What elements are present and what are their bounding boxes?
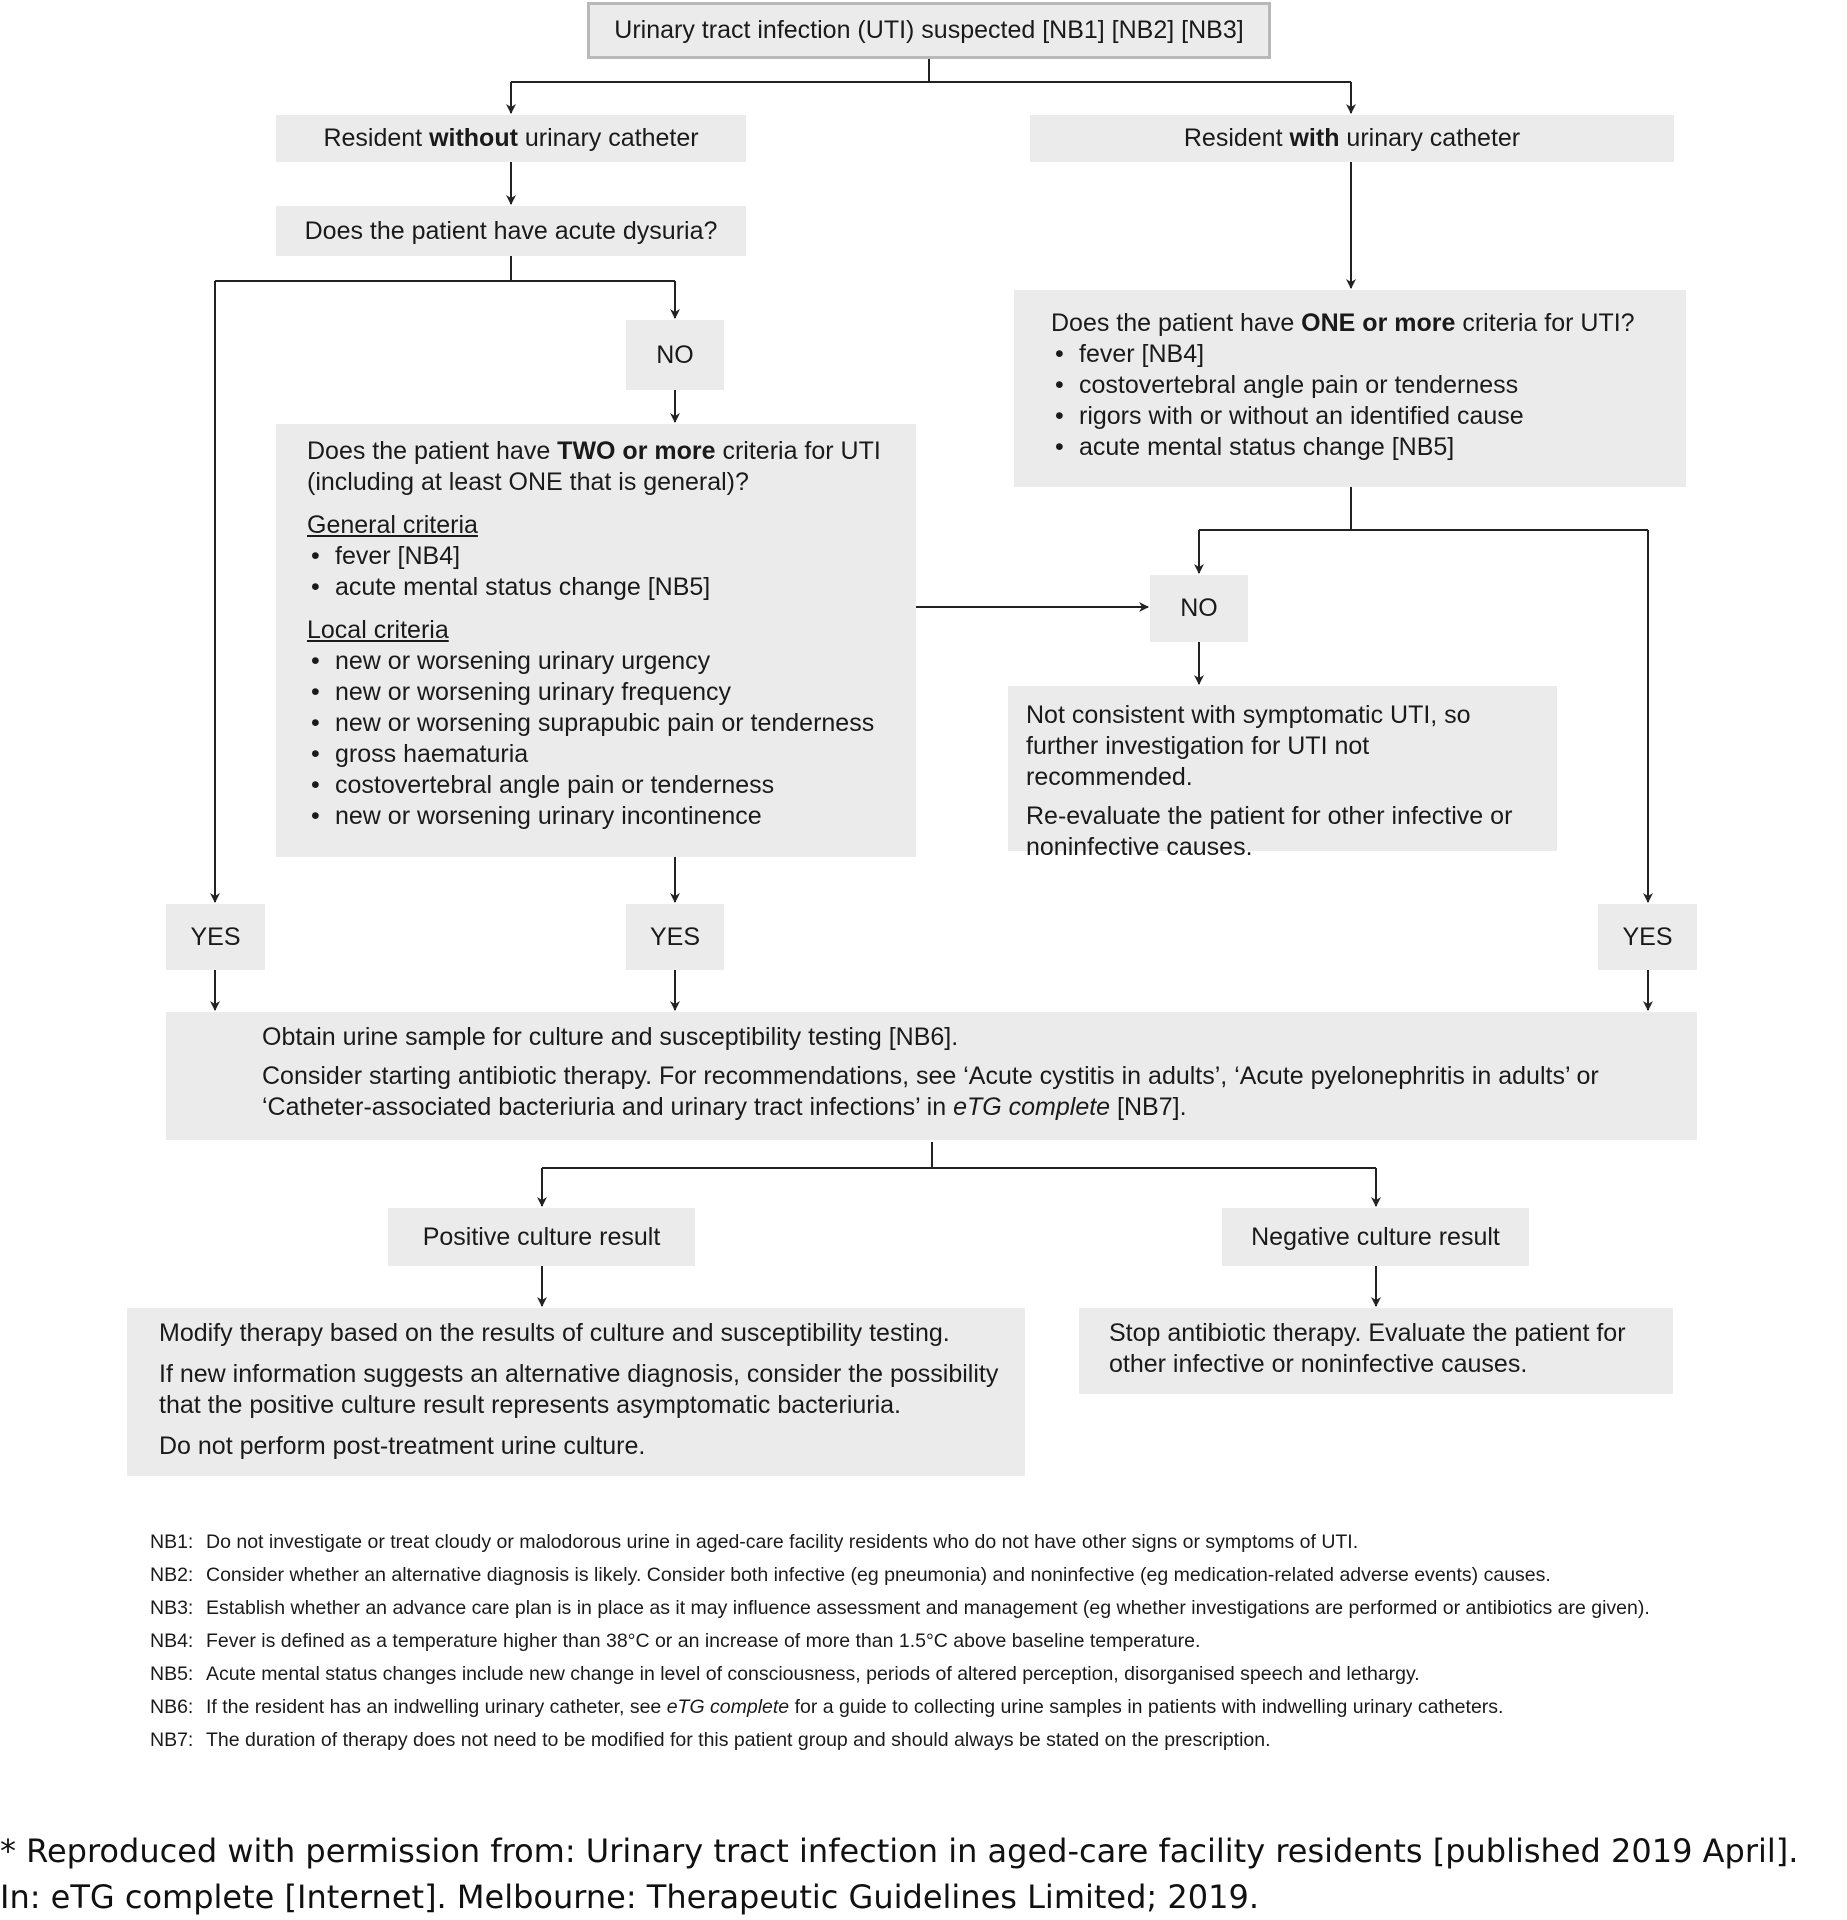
dysuria-question-text: Does the patient have acute dysuria? [304,216,718,245]
connector [1199,487,1648,530]
positive-culture-box [388,1208,695,1266]
footnotes [150,1530,1710,1761]
source-credit: * Reproduced with permission from: Urinary tract infection in aged-care facility residents [published 2019 April]. In: eTG complete [Internet]. Melbourne: Therapeutic Guidelines Limited; 2019. [0,1832,1799,1916]
positive-action-box [127,1308,1025,1476]
two-criteria-box [276,424,916,857]
stop-antibiotic-text: Stop antibiotic therapy. Evaluate the patient for other infective or noninfective causes. [1109,1319,1626,1378]
footnote: NB1: Do not investigate or treat cloudy or malodorous urine in aged-care facility residents who do not have other signs or symptoms of UTI. [150,1531,1359,1553]
list-item: • new or worsening urinary urgency [307,646,892,677]
not-consistent-text: Not consistent with symptomatic UTI, so further investigation for UTI not recommended. [1026,701,1471,791]
one-criteria-box [1014,290,1686,487]
positive-culture-text: Positive culture result [422,1222,661,1251]
list-item: • costovertebral angle pain or tenderness [307,770,892,801]
list-item: • acute mental status change [NB5] [307,572,892,603]
without-catheter-box [276,115,746,162]
list-item: • costovertebral angle pain or tenderness [1051,370,1662,401]
alternative-diagnosis-text: If new information suggests an alternative diagnosis, consider the possibility that the positive culture result represents asymptomatic bacteriuria. [159,1360,999,1419]
general-criteria-list [307,541,892,603]
obtain-sample-box [166,1012,1697,1140]
general-criteria-heading: General criteria [307,511,478,539]
negative-action-box [1079,1308,1673,1394]
local-criteria-list [307,646,892,832]
list-item: • new or worsening suprapubic pain or tenderness [307,708,892,739]
list-item: • new or worsening urinary incontinence [307,801,892,832]
antibiotic-advice-text: Consider starting antibiotic therapy. For recommendations, see ‘Acute cystitis in adults’, ‘Acute pyelonephritis in adults’ or ‘Catheter-associated bacteriuria and urinary tract infections’ in eTG complete [NB7]. [262,1062,1599,1121]
footnote: NB2: Consider whether an alternative diagnosis is likely. Consider both infective (eg pneumonia) and noninfective (eg medication-related adverse events) causes. [150,1564,1551,1586]
one-criteria-list [1051,339,1662,463]
re-evaluate-text: Re-evaluate the patient for other infective or noninfective causes. [1026,802,1513,861]
footnote: NB6: If the resident has an indwelling urinary catheter, see eTG complete for a guide to collecting urine samples in patients with indwelling urinary catheters. [150,1696,1504,1718]
negative-culture-box [1222,1208,1529,1266]
list-item: • acute mental status change [NB5] [1051,432,1662,463]
obtain-sample-text: Obtain urine sample for culture and susceptibility testing [NB6]. [262,1023,959,1051]
right-no-label: NO [1150,575,1248,642]
list-item: • fever [NB4] [1051,339,1662,370]
two-criteria-question: Does the patient have TWO or more criteria for UTI (including at least ONE that is general)? [307,437,881,496]
without-catheter-text: Resident without urinary catheter [323,124,699,152]
list-item: • new or worsening urinary frequency [307,677,892,708]
footnote: NB3: Establish whether an advance care plan is in place as it may influence assessment and management (eg whether investigations are performed or antibiotics are given). [150,1597,1650,1619]
footnote: NB7: The duration of therapy does not need to be modified for this patient group and should always be stated on the prescription. [150,1729,1271,1751]
local-criteria-heading: Local criteria [307,616,449,644]
one-criteria-yes-label: YES [1598,904,1697,970]
list-item: • fever [NB4] [307,541,892,572]
modify-therapy-text: Modify therapy based on the results of culture and susceptibility testing. [159,1319,950,1347]
list-item: • rigors with or without an identified cause [1051,401,1662,432]
uti-suspected-text: Urinary tract infection (UTI) suspected [NB1] [NB2] [NB3] [614,16,1244,44]
no-post-treatment-text: Do not perform post-treatment urine culture. [159,1432,646,1460]
not-consistent-box [1008,686,1557,861]
connector [542,1142,1376,1168]
footnote: NB5: Acute mental status changes include new change in level of consciousness, periods of altered perception, disorganised speech and lethargy. [150,1663,1420,1685]
connector [215,256,675,281]
two-criteria-yes-label: YES [626,904,724,970]
dysuria-question-box [276,206,746,256]
with-catheter-box [1030,115,1674,162]
with-catheter-text: Resident with urinary catheter [1183,124,1521,152]
footnote: NB4: Fever is defined as a temperature higher than 38°C or an increase of more than 1.5°C above baseline temperature. [150,1630,1201,1652]
uti-suspected-box [587,2,1271,59]
list-item: • gross haematuria [307,739,892,770]
one-criteria-question: Does the patient have ONE or more criteria for UTI? [1051,309,1635,337]
left-no-label: NO [626,320,724,390]
dysuria-yes-label: YES [166,904,265,970]
connector [511,57,1351,82]
negative-culture-text: Negative culture result [1251,1222,1500,1251]
